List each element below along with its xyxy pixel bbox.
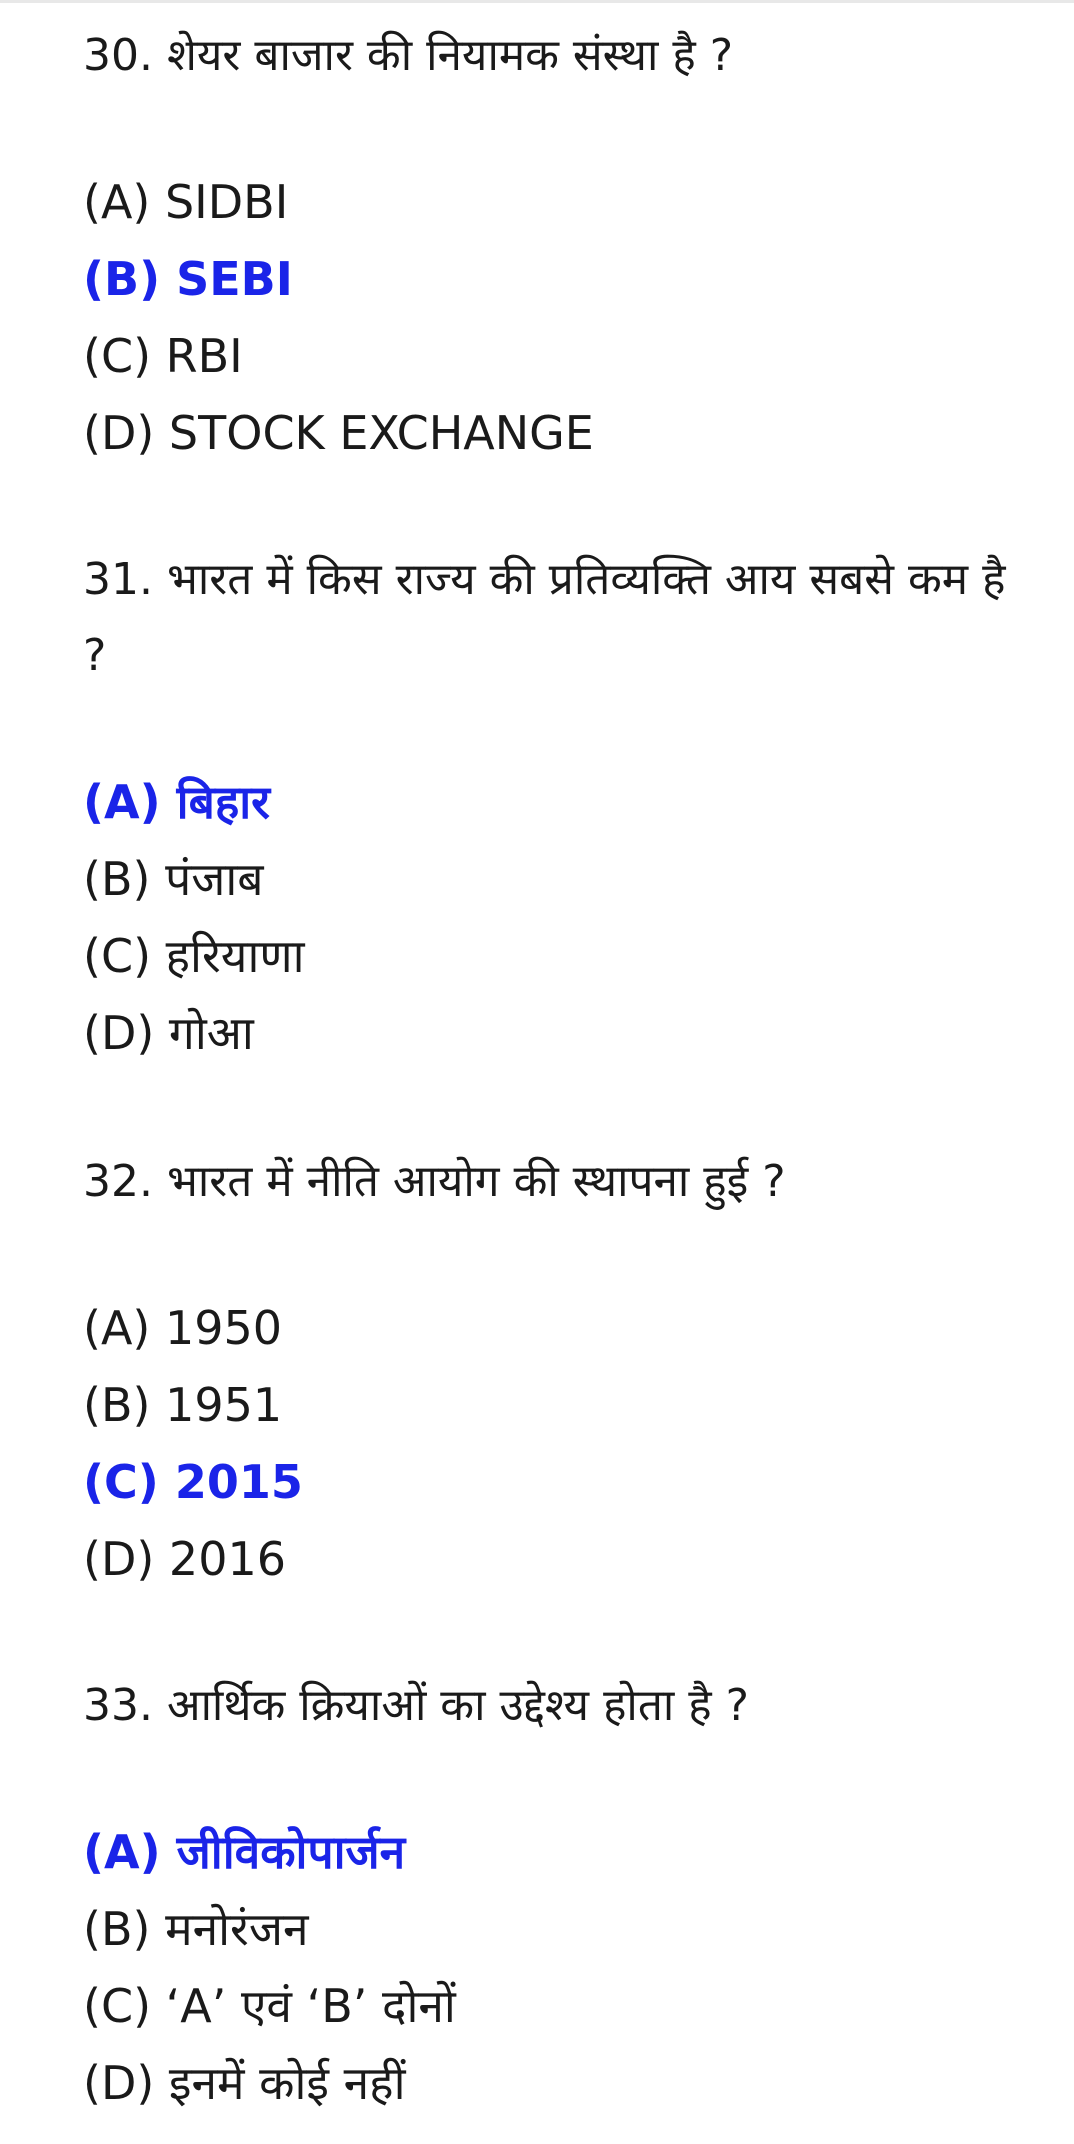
question-block-30 <box>83 18 1013 472</box>
option-b[interactable]: (B) 1951 <box>83 1378 283 1432</box>
option-d[interactable]: (D) इनमें कोई नहीं <box>83 2056 406 2110</box>
question-text: 30. शेयर बाजार की नियामक संस्था है ? <box>83 30 734 81</box>
option-a-correct[interactable]: (A) बिहार <box>83 775 270 829</box>
options-list <box>83 1814 1013 2122</box>
option-a[interactable]: (A) 1950 <box>83 1301 283 1355</box>
question-block-31 <box>83 542 1013 1072</box>
question-text: 32. भारत में नीति आयोग की स्थापना हुई ? <box>83 1156 786 1207</box>
top-divider <box>0 0 1074 3</box>
question-text: 33. आर्थिक क्रियाओं का उद्देश्य होता है ? <box>83 1680 749 1731</box>
question-block-32 <box>83 1144 1013 1598</box>
option-c[interactable]: (C) हरियाणा <box>83 929 305 983</box>
option-b[interactable]: (B) पंजाब <box>83 852 264 906</box>
option-c-correct[interactable]: (C) 2015 <box>83 1455 303 1509</box>
option-a-correct[interactable]: (A) जीविकोपार्जन <box>83 1825 406 1879</box>
option-d[interactable]: (D) गोआ <box>83 1006 254 1060</box>
option-b[interactable]: (B) मनोरंजन <box>83 1902 309 1956</box>
option-d[interactable]: (D) 2016 <box>83 1532 287 1586</box>
option-c[interactable]: (C) RBI <box>83 329 243 383</box>
options-list <box>83 1290 1013 1598</box>
options-list <box>83 764 1013 1072</box>
question-block-33 <box>83 1668 1013 2122</box>
option-c[interactable]: (C) ‘A’ एवं ‘B’ दोनों <box>83 1979 456 2033</box>
option-a[interactable]: (A) SIDBI <box>83 175 289 229</box>
question-text: 31. भारत में किस राज्य की प्रतिव्यक्ति आय सबसे कम है ? <box>83 554 1006 681</box>
option-b-correct[interactable]: (B) SEBI <box>83 252 293 306</box>
options-list <box>83 164 1013 472</box>
option-d[interactable]: (D) STOCK EXCHANGE <box>83 406 594 460</box>
